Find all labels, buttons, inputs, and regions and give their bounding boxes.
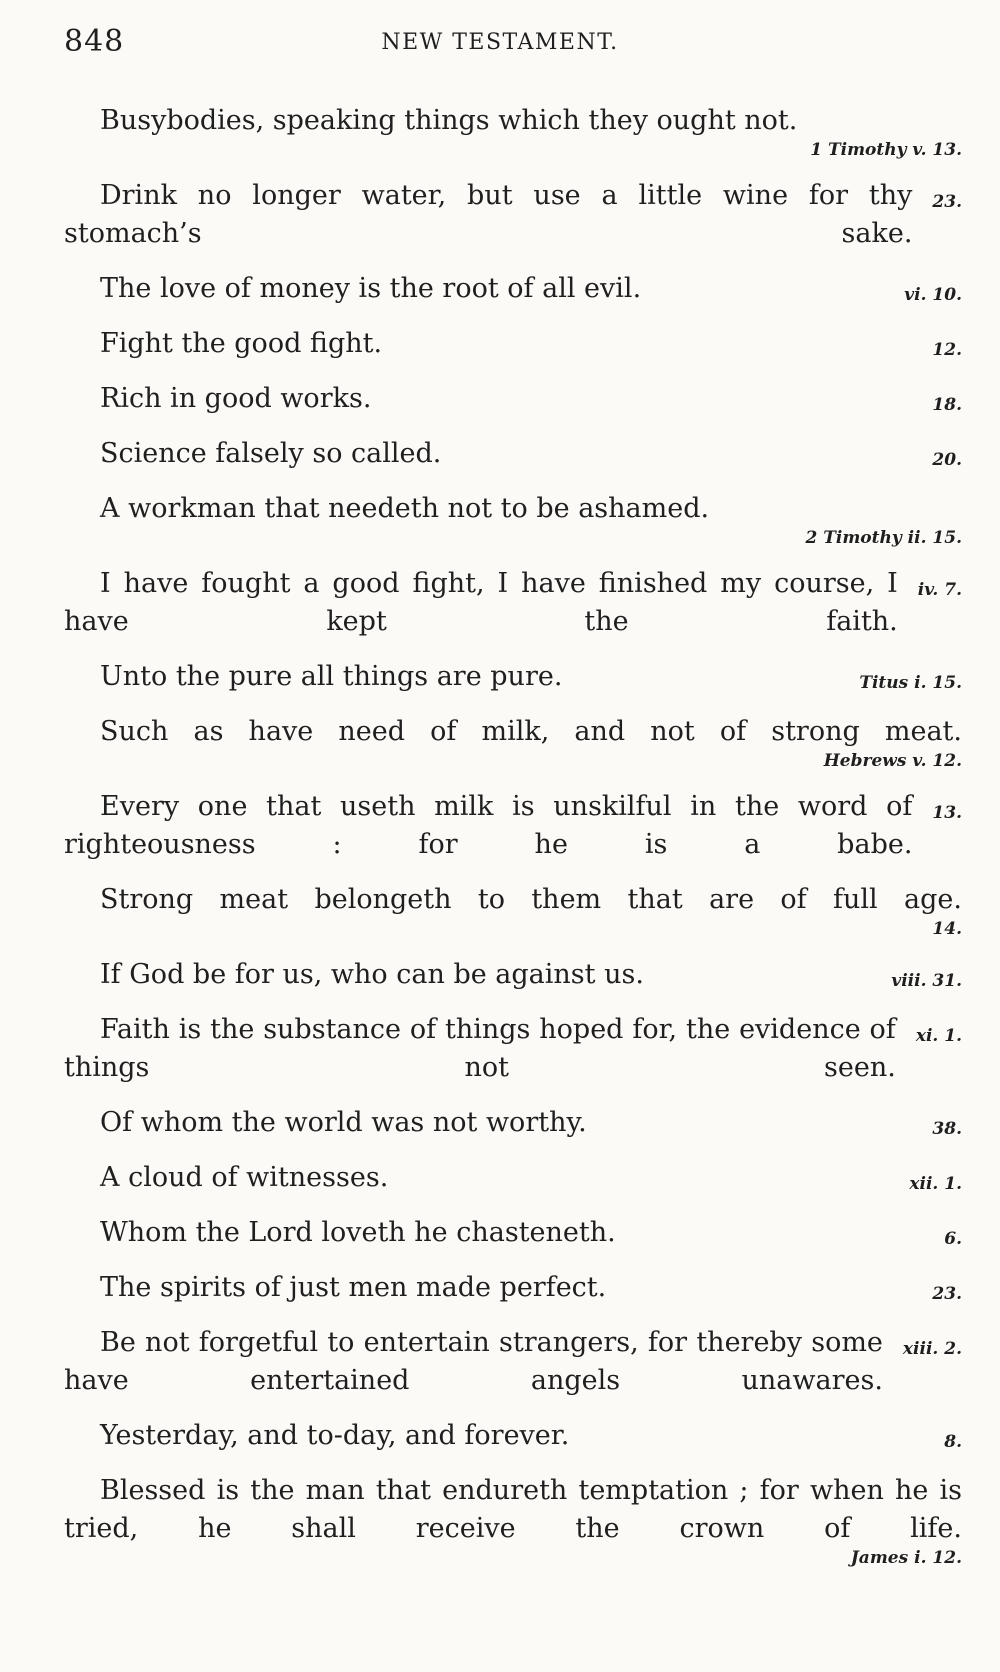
citation: 12. (932, 340, 962, 360)
quotation-entry (64, 956, 962, 994)
quotation-list (64, 102, 962, 1585)
citation: vi. 10. (904, 285, 962, 305)
citation: 1 Timothy v. 13. (810, 140, 962, 160)
quotation-text: The love of money is the root of all evil. (100, 273, 642, 304)
quotation-entry (64, 1417, 962, 1455)
citation: Titus i. 15. (859, 673, 962, 693)
citation: 20. (932, 450, 962, 470)
quotation-entry (64, 1214, 962, 1252)
quotation-text: Strong meat belongeth to them that are of full age. (100, 884, 962, 915)
quotation-entry (64, 435, 962, 473)
citation: 18. (932, 395, 962, 415)
citation: 2 Timothy ii. 15. (805, 528, 962, 548)
quotation-text: Of whom the world was not worthy. (100, 1107, 587, 1138)
quotation-text: Fight the good fight. (100, 328, 383, 359)
quotation-text: If God be for us, who can be against us. (100, 959, 644, 990)
quotation-text: I have fought a good fight, I have finished my course, I have kept the faith. (64, 568, 898, 637)
quotation-entry (64, 713, 962, 771)
quotation-entry (64, 490, 962, 548)
quotation-entry (64, 1104, 962, 1142)
citation: 14. (932, 919, 962, 939)
quotation-text: Busybodies, speaking things which they ought not. (100, 105, 798, 136)
quotation-entry (64, 658, 962, 696)
quotation-text: Blessed is the man that endureth temptation ; for when he is tried, he shall receive the crown of life. (64, 1475, 962, 1544)
quotation-entry (64, 1324, 962, 1400)
citation: iv. 7. (917, 580, 962, 600)
quotation-entry (64, 325, 962, 363)
citation: James i. 12. (850, 1548, 962, 1568)
citation: xiii. 2. (902, 1339, 962, 1359)
quotation-entry (64, 565, 962, 641)
quotation-text: Be not forgetful to entertain strangers, for thereby some have entertained angels unawares. (64, 1327, 883, 1396)
citation: xii. 1. (909, 1174, 962, 1194)
quotation-entry (64, 1011, 962, 1087)
quotation-entry (64, 380, 962, 418)
quotation-entry (64, 788, 962, 864)
citation: 6. (944, 1229, 962, 1249)
quotation-text: Faith is the substance of things hoped for, the evidence of things not seen. (64, 1014, 896, 1083)
quotation-text: A workman that needeth not to be ashamed. (100, 493, 710, 524)
quotation-entry (64, 270, 962, 308)
quotation-entry (64, 1472, 962, 1568)
citation: 23. (932, 192, 962, 212)
running-head: NEW TESTAMENT. (381, 30, 619, 55)
citation: 23. (932, 1284, 962, 1304)
quotation-text: Drink no longer water, but use a little wine for thy stomach’s sake. (64, 180, 913, 249)
quotation-entry (64, 177, 962, 253)
quotation-text: Yesterday, and to-day, and forever. (100, 1420, 570, 1451)
quotation-entry (64, 881, 962, 939)
citation: 13. (932, 803, 962, 823)
quotation-text: The spirits of just men made perfect. (100, 1272, 607, 1303)
quotation-text: Every one that useth milk is unskilful in the word of righteousness : for he is a babe. (64, 791, 913, 860)
quotation-text: Unto the pure all things are pure. (100, 661, 563, 692)
quotation-text: Such as have need of milk, and not of strong meat. (100, 716, 962, 747)
quotation-text: Rich in good works. (100, 383, 372, 414)
quotation-text: A cloud of witnesses. (100, 1162, 389, 1193)
page-header (0, 24, 1000, 64)
citation: 38. (932, 1119, 962, 1139)
quotation-text: Whom the Lord loveth he chasteneth. (100, 1217, 616, 1248)
quotation-entry (64, 1269, 962, 1307)
quotation-entry (64, 102, 962, 160)
citation: viii. 31. (891, 971, 962, 991)
page-number: 848 (64, 24, 125, 59)
citation: 8. (944, 1432, 962, 1452)
quotation-entry (64, 1159, 962, 1197)
quotation-text: Science falsely so called. (100, 438, 442, 469)
citation: xi. 1. (915, 1026, 962, 1046)
citation: Hebrews v. 12. (823, 751, 962, 771)
